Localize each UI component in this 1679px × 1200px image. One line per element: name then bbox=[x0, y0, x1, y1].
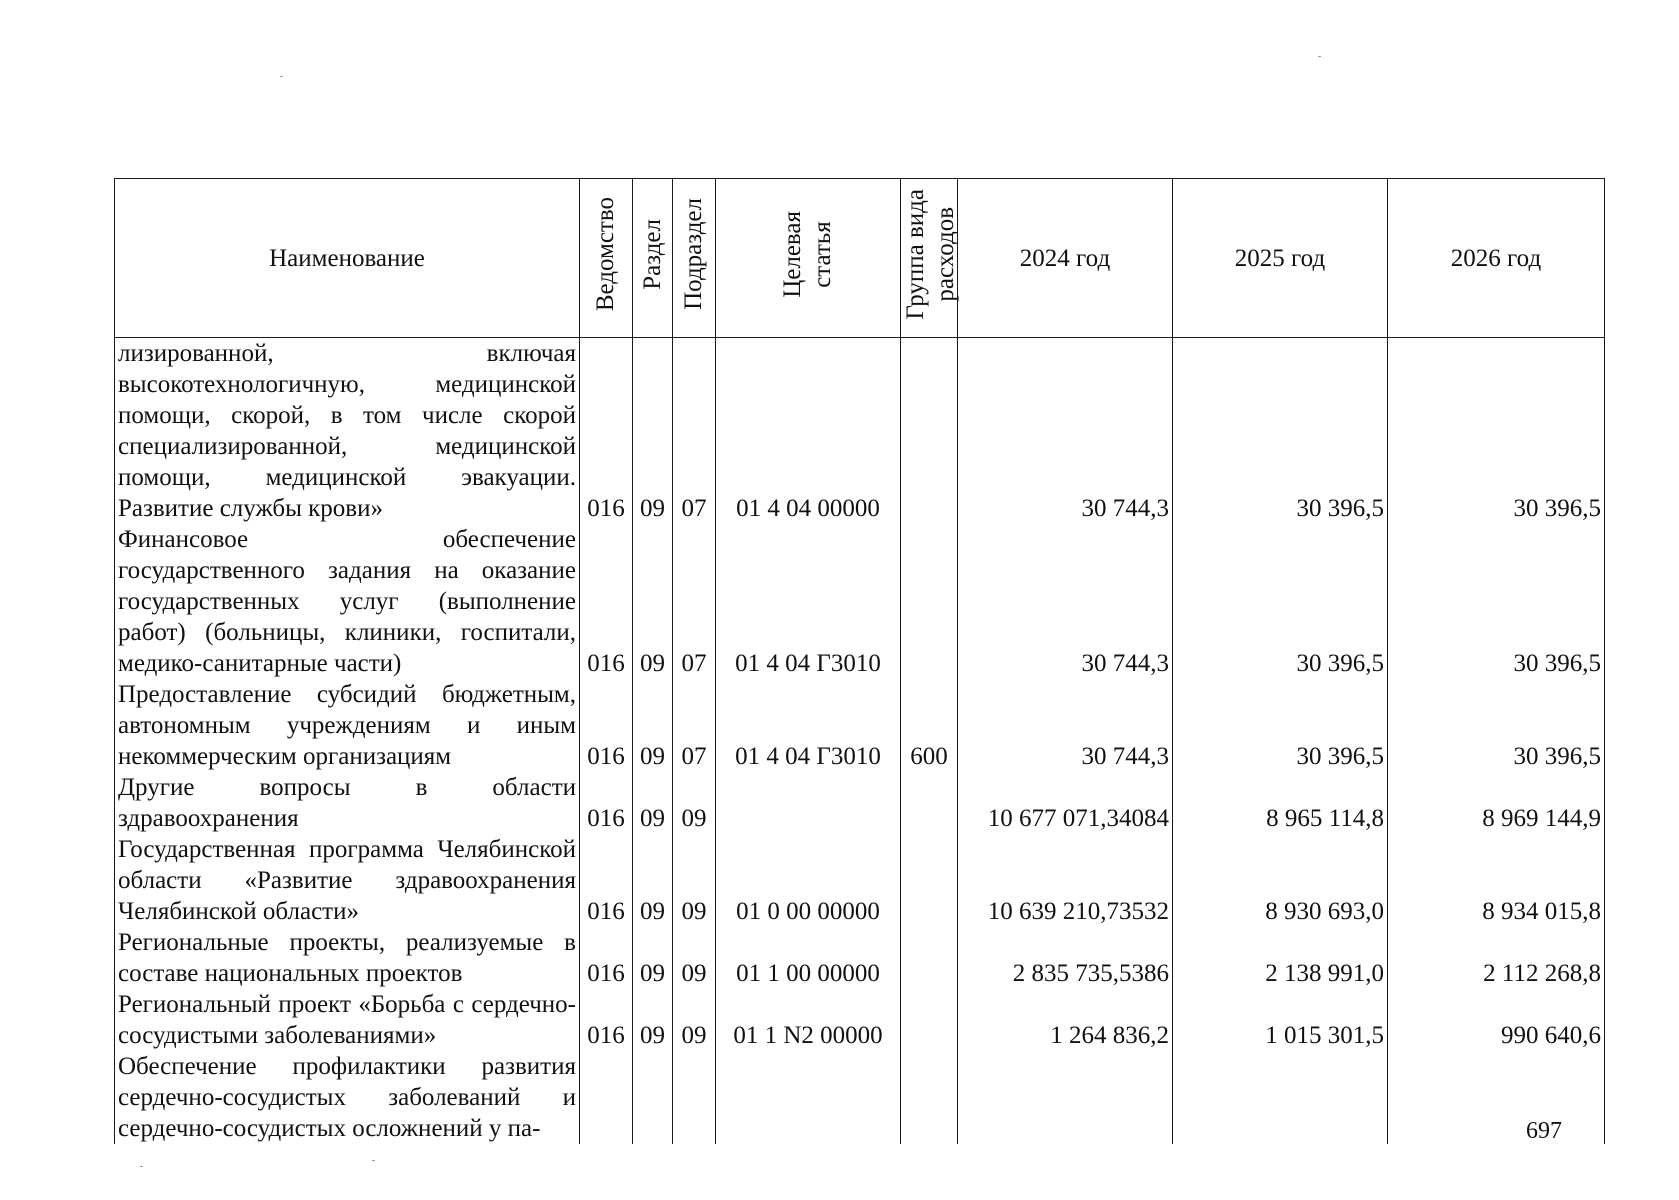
header-year-2024: 2024 год bbox=[958, 179, 1173, 338]
cell-expense-group bbox=[901, 772, 958, 834]
header-year-2025: 2025 год bbox=[1173, 179, 1388, 338]
header-expense-group bbox=[901, 179, 958, 338]
cell-department bbox=[580, 1051, 633, 1144]
cell-2024: 10 639 210,73532 bbox=[958, 834, 1173, 927]
cell-department: 016 bbox=[580, 524, 633, 679]
cell-name: Другие вопросы в области здравоохранения bbox=[115, 772, 580, 834]
cell-2025: 30 396,5 bbox=[1173, 338, 1388, 525]
table-row bbox=[115, 524, 1605, 679]
header-row bbox=[115, 179, 1605, 338]
cell-target-article bbox=[716, 772, 901, 834]
cell-section bbox=[633, 1051, 673, 1144]
cell-section: 09 bbox=[633, 524, 673, 679]
header-section: Раздел bbox=[633, 179, 673, 338]
scan-speck bbox=[140, 1166, 143, 1167]
budget-table bbox=[114, 178, 1605, 1144]
cell-subsection bbox=[673, 1051, 716, 1144]
cell-section: 09 bbox=[633, 772, 673, 834]
cell-2024 bbox=[958, 1051, 1173, 1144]
cell-2024: 2 835 735,5386 bbox=[958, 927, 1173, 989]
cell-expense-group: 600 bbox=[901, 679, 958, 772]
cell-2025 bbox=[1173, 1051, 1388, 1144]
cell-expense-group bbox=[901, 1051, 958, 1144]
cell-subsection: 09 bbox=[673, 927, 716, 989]
table-header bbox=[115, 179, 1605, 338]
cell-target-article: 01 0 00 00000 bbox=[716, 834, 901, 927]
cell-name: Государственная программа Челябинской области «Развитие здравоохранения Челябинской области» bbox=[115, 834, 580, 927]
cell-name: Предоставление субсидий бюджетным, автономным учреждениям и иным некоммерческим организациям bbox=[115, 679, 580, 772]
header-department: Ведомство bbox=[580, 179, 633, 338]
header-subsection: Подраздел bbox=[673, 179, 716, 338]
cell-2026: 8 934 015,8 bbox=[1388, 834, 1605, 927]
cell-section: 09 bbox=[633, 989, 673, 1051]
cell-department: 016 bbox=[580, 772, 633, 834]
cell-department: 016 bbox=[580, 338, 633, 525]
cell-2024: 1 264 836,2 bbox=[958, 989, 1173, 1051]
table-row bbox=[115, 1051, 1605, 1144]
cell-expense-group bbox=[901, 834, 958, 927]
cell-2026: 2 112 268,8 bbox=[1388, 927, 1605, 989]
cell-2026: 8 969 144,9 bbox=[1388, 772, 1605, 834]
header-year-2026: 2026 год bbox=[1388, 179, 1605, 338]
cell-expense-group bbox=[901, 524, 958, 679]
table-row bbox=[115, 338, 1605, 525]
table-row bbox=[115, 989, 1605, 1051]
cell-2025: 2 138 991,0 bbox=[1173, 927, 1388, 989]
cell-2026: 990 640,6 bbox=[1388, 989, 1605, 1051]
cell-expense-group bbox=[901, 927, 958, 989]
cell-name: Финансовое обеспечение государственного задания на оказание государственных услуг (выполнение работ) (больницы, клиники, госпитали, медико-санитарные части) bbox=[115, 524, 580, 679]
table-row bbox=[115, 927, 1605, 989]
header-target-article bbox=[716, 179, 901, 338]
cell-2026 bbox=[1388, 1051, 1605, 1144]
cell-section: 09 bbox=[633, 927, 673, 989]
header-target-line2: статья bbox=[809, 220, 836, 288]
cell-2025: 8 930 693,0 bbox=[1173, 834, 1388, 927]
cell-2024: 10 677 071,34084 bbox=[958, 772, 1173, 834]
cell-2024: 30 744,3 bbox=[958, 524, 1173, 679]
table-body bbox=[115, 338, 1605, 1145]
cell-2026: 30 396,5 bbox=[1388, 679, 1605, 772]
cell-expense-group bbox=[901, 338, 958, 525]
table-row bbox=[115, 679, 1605, 772]
cell-target-article bbox=[716, 1051, 901, 1144]
cell-department: 016 bbox=[580, 927, 633, 989]
cell-subsection: 09 bbox=[673, 989, 716, 1051]
cell-name: Региональный проект «Борьба с сердечно-сосудистыми заболеваниями» bbox=[115, 989, 580, 1051]
cell-name: Региональные проекты, реализуемые в составе национальных проектов bbox=[115, 927, 580, 989]
scan-speck bbox=[280, 76, 283, 77]
table-row bbox=[115, 834, 1605, 927]
cell-2024: 30 744,3 bbox=[958, 679, 1173, 772]
scan-speck bbox=[372, 1160, 375, 1161]
cell-subsection: 09 bbox=[673, 772, 716, 834]
cell-name: Обеспечение профилактики развития сердечно-сосудистых заболеваний и сердечно-сосудистых осложнений у па- bbox=[115, 1051, 580, 1144]
cell-subsection: 07 bbox=[673, 338, 716, 525]
cell-target-article: 01 1 00 00000 bbox=[716, 927, 901, 989]
scan-speck bbox=[1318, 56, 1321, 57]
cell-target-article: 01 1 N2 00000 bbox=[716, 989, 901, 1051]
cell-2025: 8 965 114,8 bbox=[1173, 772, 1388, 834]
header-expense-line1: Группа вида bbox=[902, 188, 929, 320]
cell-section: 09 bbox=[633, 338, 673, 525]
header-target-line1: Целевая bbox=[779, 210, 806, 298]
cell-2026: 30 396,5 bbox=[1388, 524, 1605, 679]
cell-target-article: 01 4 04 00000 bbox=[716, 338, 901, 525]
cell-department: 016 bbox=[580, 679, 633, 772]
page-number: 697 bbox=[1526, 1118, 1562, 1144]
cell-name: лизированной, включая высокотехнологичную, медицинской помощи, скорой, в том числе скорой специализированной, медицинской помощи, медицинской эвакуации. Развитие службы крови» bbox=[115, 338, 580, 525]
cell-subsection: 07 bbox=[673, 679, 716, 772]
header-name: Наименование bbox=[115, 179, 580, 338]
cell-section: 09 bbox=[633, 834, 673, 927]
cell-department: 016 bbox=[580, 989, 633, 1051]
cell-2025: 30 396,5 bbox=[1173, 679, 1388, 772]
cell-section: 09 bbox=[633, 679, 673, 772]
table-row bbox=[115, 772, 1605, 834]
header-expense-line2: расходов bbox=[932, 206, 959, 302]
cell-subsection: 09 bbox=[673, 834, 716, 927]
cell-expense-group bbox=[901, 989, 958, 1051]
cell-department: 016 bbox=[580, 834, 633, 927]
cell-2025: 1 015 301,5 bbox=[1173, 989, 1388, 1051]
cell-2025: 30 396,5 bbox=[1173, 524, 1388, 679]
cell-target-article: 01 4 04 Г3010 bbox=[716, 524, 901, 679]
cell-2026: 30 396,5 bbox=[1388, 338, 1605, 525]
cell-subsection: 07 bbox=[673, 524, 716, 679]
cell-target-article: 01 4 04 Г3010 bbox=[716, 679, 901, 772]
cell-2024: 30 744,3 bbox=[958, 338, 1173, 525]
